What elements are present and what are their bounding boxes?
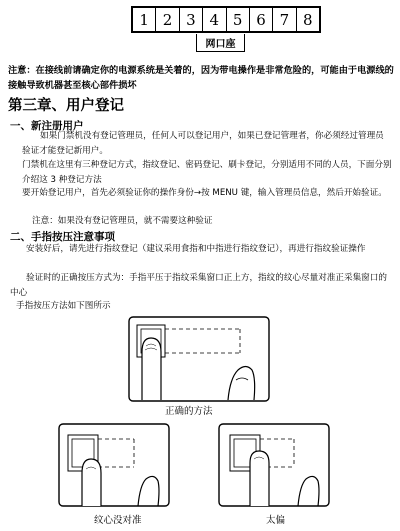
port-number: 7 [273,8,296,31]
port-number: 3 [180,8,203,31]
too-offset-press-illustration [218,423,330,507]
correct-press-illustration [128,316,270,402]
figure-caption: 太偏 [266,515,286,526]
paragraph: 要开始登记用户，首先必须验证你的操作身份→按 MENU 键，输入管理员信息，然后开始验证。 [22,188,387,198]
figure-caption: 纹心没对准 [94,515,142,526]
section-heading-new-user: 一、新注册用户 [10,120,84,132]
port-number: 6 [250,8,273,31]
paragraph: 验证时的正确按压方式为：手指平压于指纹采集窗口正上方，指纹的纹心尽量对准正采集窗口的中心 [10,273,387,298]
paragraph: 手指按压方法如下图所示 [16,301,111,311]
port-number-strip [131,6,321,33]
port-number: 4 [203,8,226,31]
chapter-title: 第三章、用户登记 [8,97,124,114]
port-number: 2 [156,8,179,31]
paragraph: 安装好后，请先进行指纹登记（建议采用食指和中指进行指纹登记），再进行指纹验证操作 [26,244,366,254]
port-label: 网口座 [196,34,245,52]
warning-note: 注意：在接线前请确定你的电源系统是关着的，因为带电操作是非常危险的，可能由于电源线的接触导致机器甚至核心部件损坏 [8,65,394,91]
section-heading-finger-press: 二、手指按压注意事项 [10,231,115,243]
port-number: 1 [133,8,156,31]
port-number: 5 [227,8,250,31]
figure-caption: 正确的方法 [165,406,213,417]
off-center-press-illustration [58,423,170,507]
paragraph: 如果门禁机没有登记管理员，任何人可以登记用户，如果已登记管理者，你必须经过管理员验证才能登记新用户。 [22,131,384,156]
paragraph: 门禁机在这里有三种登记方式，指纹登记、密码登记、刷卡登记，分别适用不同的人员，下面分别介绍这 3 种登记方法 [22,160,392,185]
paragraph: 注意：如果没有登记管理员，就不需要这种验证 [32,216,213,226]
port-number: 8 [303,10,313,29]
